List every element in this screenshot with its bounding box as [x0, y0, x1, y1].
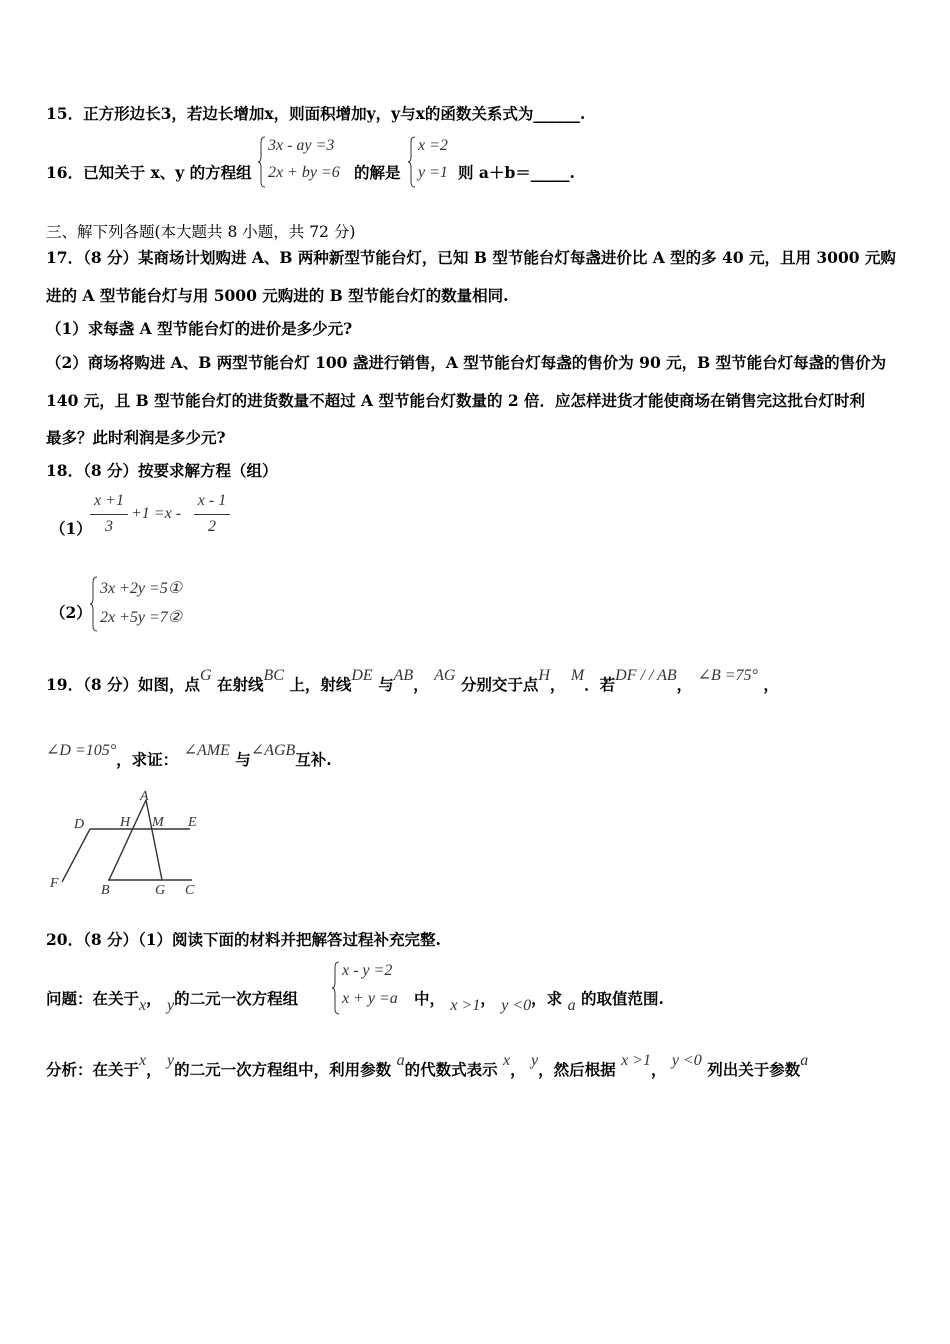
- q16-sol2: y =1: [418, 164, 448, 181]
- q19-line-ag: AG: [434, 667, 456, 684]
- q18-frac2-denominator: 2: [208, 518, 216, 535]
- q18-p2-label: （2）: [50, 603, 92, 622]
- q18-fraction-1: [90, 492, 128, 538]
- q19-geometry-figure: [44, 786, 214, 898]
- q19-line1: 19．（8 分）如图，点G 在射线BC 上，射线DE 与AB， AG 分别交于点H， M．若DF / / AB， ∠B =75° ，: [46, 667, 779, 694]
- q17-line1: 17．（8 分）某商场计划购进 A、B 两种新型节能台灯，已知 B 型节能台灯每盏进价比 A 型的多 40 元，且用 3000 元购: [46, 248, 896, 267]
- q19-angle-agb: ∠AGB: [250, 742, 296, 759]
- q19-line-ab: AB: [393, 667, 414, 684]
- q20-cond-x: x >1: [450, 997, 481, 1014]
- q20-analysis-x2: x: [503, 1052, 511, 1069]
- line-ag: [146, 800, 162, 880]
- q16-prefix: 16．已知关于 x、y 的方程组: [46, 163, 252, 182]
- q20-problem-a: 问题：在关于x， y的二元一次方程组: [46, 989, 299, 1014]
- q17-line5: 140 元，且 B 型节能台灯的进货数量不超过 A 型节能台灯数量的 2 倍．应怎样进货才能使商场在销售完这批台灯时利: [46, 391, 866, 410]
- q16-solution: [408, 136, 463, 188]
- q18-fraction-2: [194, 492, 230, 538]
- q16-mid: 的解是: [354, 163, 401, 182]
- q18-eq2: 2x +5y =7②: [100, 609, 183, 626]
- label-g: G: [155, 883, 166, 898]
- q17-line2: 进的 A 型节能台灯与用 5000 元购进的 B 型节能台灯的数量相同.: [46, 286, 509, 305]
- q17-line6: 最多？此时利润是多少元?: [46, 428, 226, 447]
- q18-frac1-numerator: x +1: [94, 492, 124, 509]
- q16-system: [258, 136, 358, 188]
- q16-suffix: 则 a＋b＝_____.: [458, 163, 575, 182]
- label-h: H: [120, 815, 131, 830]
- q17-line4: （2）商场将购进 A、B 两型节能台灯 100 盏进行销售，A 型节能台灯每盏的售价为 90 元，B 型节能台灯每盏的售价为: [46, 353, 887, 372]
- label-m: M: [152, 815, 164, 830]
- label-e: E: [188, 815, 197, 830]
- q19-angle-b: ∠B =75°: [697, 667, 758, 684]
- q20-eq2: x + y =a: [342, 990, 398, 1007]
- q20-analysis-cond-y: y <0: [671, 1052, 702, 1069]
- q18-eq1: 3x +2y =5①: [100, 580, 183, 597]
- q20-analysis-x: x: [139, 1052, 147, 1069]
- q19-angle-ame: ∠AME: [183, 742, 230, 759]
- q19-ray-de: DE: [351, 667, 373, 684]
- q20-analysis-cond-x: x >1: [621, 1052, 651, 1069]
- q19-line2: ∠D =105°，求证： ∠AME 与∠AGB互补.: [46, 742, 332, 769]
- label-b: B: [101, 883, 110, 898]
- q19-ray-bc: BC: [263, 667, 284, 684]
- q18-frac1-denominator: 3: [105, 518, 113, 535]
- q20-analysis-a: a: [396, 1052, 405, 1069]
- q20-var-y: y: [167, 997, 175, 1014]
- q20-param-a: a: [567, 997, 576, 1014]
- q18-frac2-numerator: x - 1: [197, 492, 227, 509]
- line-ab: [109, 800, 146, 880]
- label-d: D: [74, 817, 85, 832]
- q17-line3: （1）求每盏 A 型节能台灯的进价是多少元?: [46, 319, 353, 338]
- line-df: [62, 829, 90, 882]
- label-a: A: [140, 789, 149, 804]
- q18-system: [90, 576, 220, 632]
- q16-eq1: 3x - ay =3: [268, 137, 335, 154]
- section-title: 三、解下列各题(本大题共 8 小题，共 72 分): [46, 223, 356, 241]
- q20-analysis-y2: y: [531, 1052, 539, 1069]
- q19-point-m: M: [570, 667, 585, 684]
- q18-title: 18．（8 分）按要求解方程（组）: [46, 461, 278, 480]
- q19-point-h: H: [538, 667, 550, 684]
- q20-analysis-y: y: [167, 1052, 175, 1069]
- q20-title: 20．（8 分）（1）阅读下面的材料并把解答过程补充完整.: [46, 930, 441, 949]
- q19-angle-d: ∠D =105°: [46, 742, 117, 759]
- q16-eq2: 2x + by =6: [268, 164, 340, 181]
- q19-point-g: G: [200, 667, 212, 684]
- q18-p1-mid: +1 =x -: [131, 505, 182, 522]
- q20-cond-y: y <0: [501, 997, 532, 1014]
- q20-analysis: 分析：在关于x， y的二元一次方程组中，利用参数 a的代数式表示 x， y，然后根据 x >1， y <0 列出关于参数a: [46, 1052, 809, 1079]
- q20-problem-b: 中， x >1， y <0，求 a 的取值范围.: [414, 989, 664, 1014]
- q19-parallel: DF / / AB: [615, 667, 677, 684]
- q15-text: 15．正方形边长3，若边长增加x，则面积增加y，y与x的函数关系式为______.: [46, 104, 586, 123]
- q16-sol1: x =2: [418, 137, 448, 154]
- q20-eq1: x - y =2: [342, 962, 393, 979]
- q20-analysis-a2: a: [800, 1052, 809, 1069]
- label-f: F: [50, 876, 59, 891]
- label-c: C: [185, 883, 195, 898]
- q20-var-x: x: [139, 997, 147, 1014]
- q18-p1-label: （1）: [50, 519, 92, 538]
